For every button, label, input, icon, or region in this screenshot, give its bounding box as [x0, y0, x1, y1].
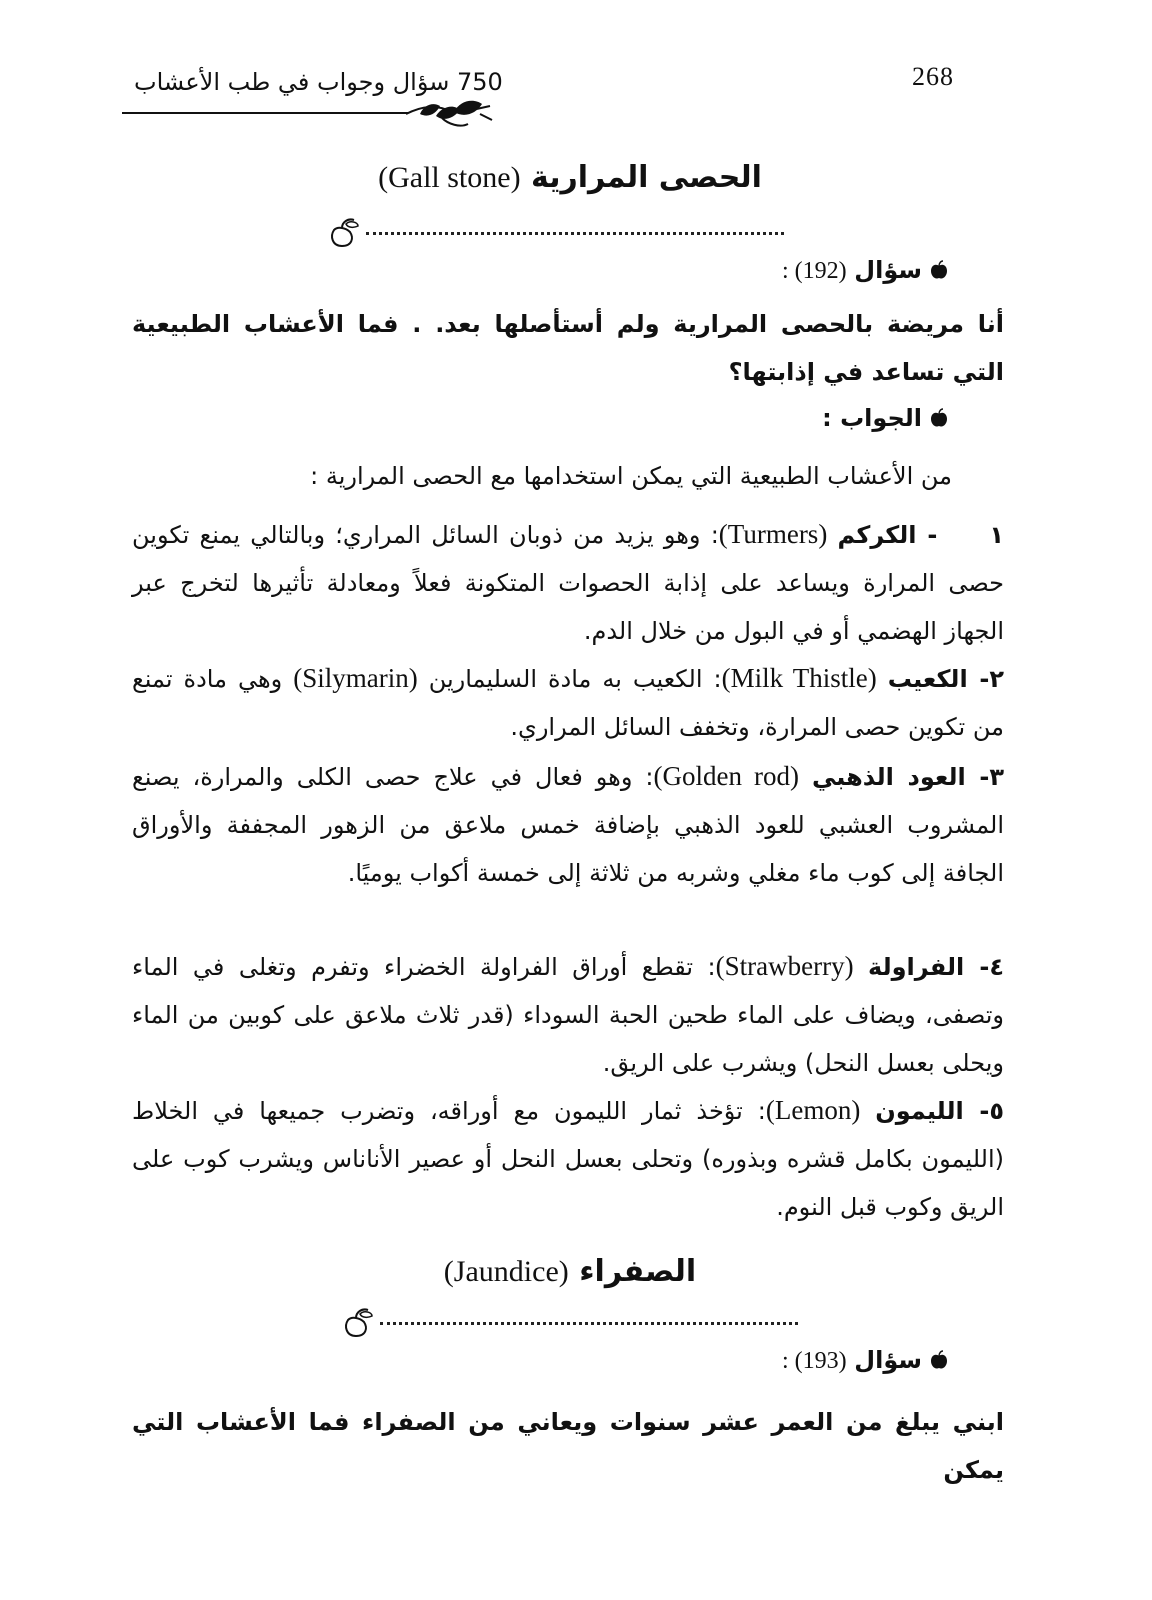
apple-bullet-icon — [930, 260, 948, 280]
question-text-192: أنا مريضة بالحصى المرارية ولم أستأصلها بعد. . فما الأعشاب الطبيعية التي تساعد في إذابتها؟ — [132, 310, 1004, 386]
list-item — [132, 942, 1004, 1087]
item-latin-name: (Golden rod) — [653, 761, 800, 791]
section-title-arabic: الحصى المرارية — [531, 160, 762, 195]
fruit-ornament-icon — [326, 216, 362, 250]
item-heading: ٣- العود الذهبي — [812, 763, 1004, 791]
item-latin-name: (Milk Thistle) — [721, 663, 877, 693]
fruit-ornament-icon — [340, 1306, 376, 1340]
dotted-separator — [340, 1306, 800, 1340]
answer-word: الجواب : — [822, 404, 922, 432]
question-text-193: ابني يبلغ من العمر عشر سنوات ويعاني من الصفراء فما الأعشاب التي يمكن — [132, 1408, 1004, 1484]
apple-bullet-icon — [930, 1350, 948, 1370]
section-title-english: (Gall stone) — [378, 161, 521, 194]
item-text: : تقطع أوراق الفراولة الخضراء وتفرم وتغلى في الماء وتصفى، ويضاف على الماء طحين الحبة السوداء (قدر ثلاث ملاعق على كوبين من الماء ويحلى بعسل النحل) ويشرب على الريق. — [132, 953, 1004, 1077]
question-word: سؤال — [854, 1346, 922, 1374]
section-title-gall-stone — [130, 160, 1010, 195]
list-item — [132, 510, 1004, 655]
section-title-english: (Jaundice) — [443, 1255, 569, 1288]
answer-label — [822, 404, 948, 432]
section-title-jaundice — [130, 1254, 1010, 1289]
question-label-193 — [782, 1346, 948, 1375]
item-heading: ٢- الكعيب — [887, 665, 1004, 693]
question-number: (193) : — [781, 1348, 847, 1374]
question-word: سؤال — [854, 256, 922, 284]
apple-bullet-icon — [930, 408, 948, 428]
question-number: (192) : — [781, 258, 847, 284]
item-text: وهي مادة تمنع من تكوين حصى المرارة، وتخفف السائل المراري. — [132, 665, 1004, 741]
item-heading: ٥- الليمون — [875, 1097, 1004, 1125]
running-title: 750 سؤال وجواب في طب الأعشاب — [134, 68, 503, 96]
answer-intro: من الأعشاب الطبيعية التي يمكن استخدامها مع الحصى المرارية : — [310, 462, 952, 490]
header-rule — [122, 112, 408, 114]
question-label-192 — [782, 256, 948, 285]
item-latin-name: (Strawberry) — [715, 951, 854, 981]
list-item — [132, 1086, 1004, 1231]
item-text: : تؤخذ ثمار الليمون مع أوراقه، وتضرب جميعها في الخلاط (الليمون بكامل قشره وبذوره) وتحلى بعسل النحل أو عصير الأناناس ويشرب كوب على الريق وكوب قبل النوم. — [132, 1097, 1004, 1221]
item-latin-name: (Lemon) — [765, 1095, 861, 1125]
item-latin-name: (Turmers) — [718, 519, 828, 549]
item-heading: ١- الكركم — [837, 521, 1005, 549]
leaf-ornament-icon — [402, 96, 494, 132]
list-item — [132, 654, 1004, 751]
page-number: 268 — [912, 62, 954, 91]
item-text: : الكعيب به مادة السليمارين — [428, 665, 722, 693]
dotted-separator — [326, 216, 786, 250]
item-heading: ٤- الفراولة — [868, 953, 1004, 981]
list-item — [132, 752, 1004, 897]
item-text: : وهو يزيد من ذوبان السائل المراري؛ وبالتالي يمنع تكوين حصى المرارة ويساعد على إذابة الحصوات المتكونة فعلاً ومعادلة تأثيرها لتخرج عبر الجهاز الهضمي أو في البول من خلال الدم. — [132, 521, 1004, 645]
section-title-arabic: الصفراء — [579, 1254, 697, 1289]
item-text: : وهو فعال في علاج حصى الكلى والمرارة، يصنع المشروب العشبي للعود الذهبي بإضافة خمس ملاعق من الزهور المجففة والأوراق الجافة إلى كوب ماء مغلي وشربه من ثلاثة إلى خمسة أكواب يوميًا. — [132, 763, 1004, 887]
item-latin-name: (Silymarin) — [293, 663, 418, 693]
